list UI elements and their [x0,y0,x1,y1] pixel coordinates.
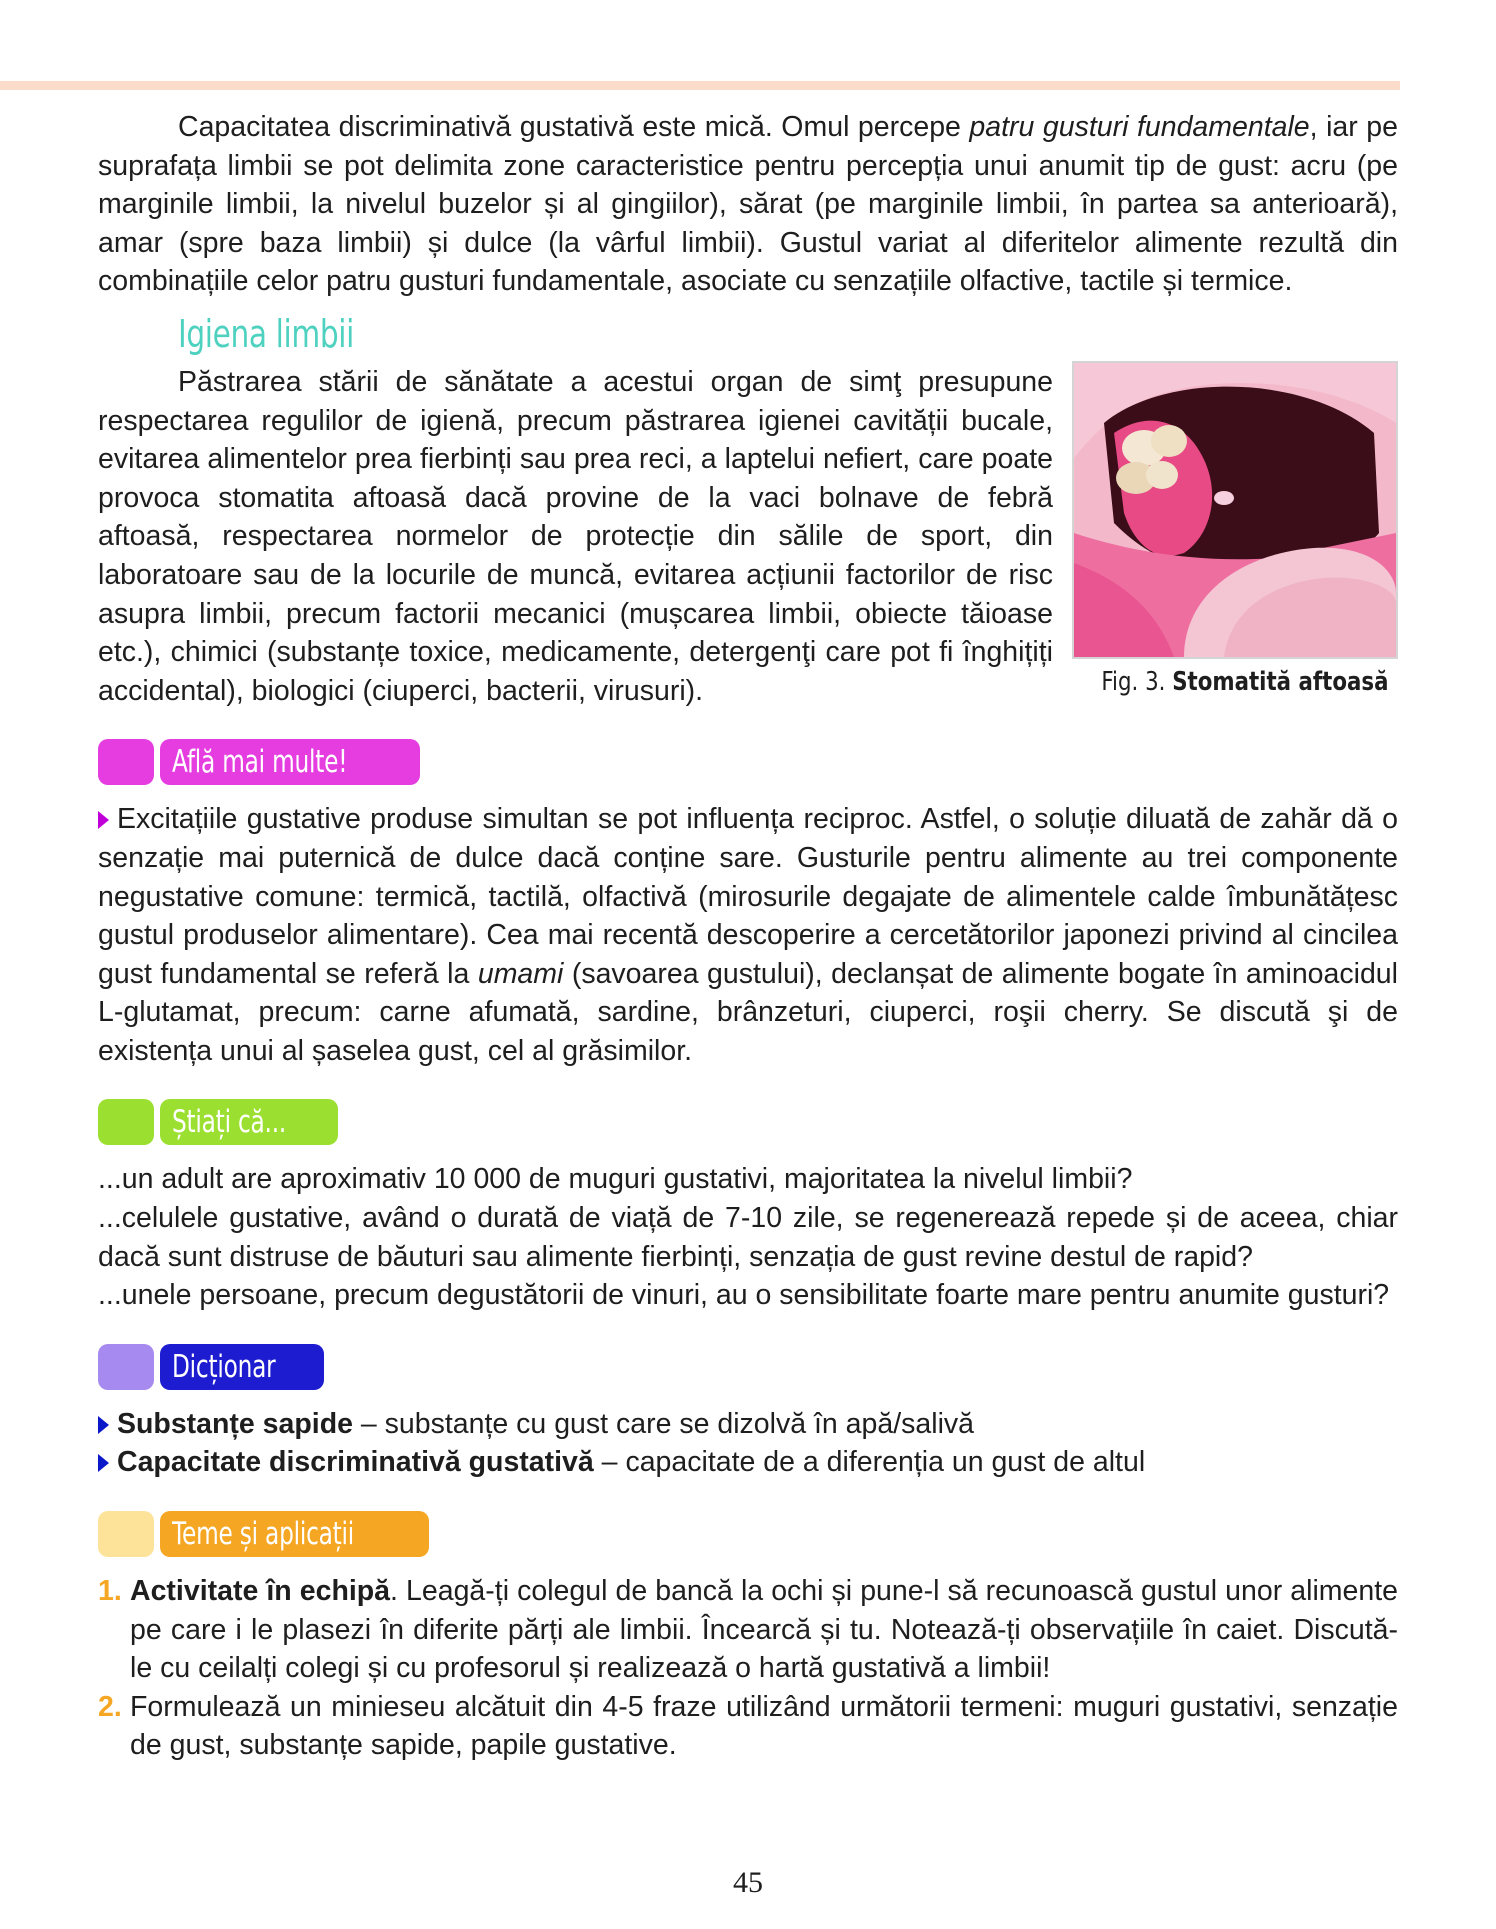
hygiene-section [98,363,1398,710]
did-you-know-square [98,1099,154,1145]
task-lead: Activitate în echipă [130,1575,391,1608]
section-heading-hygiene: Igiena limbii [178,311,354,356]
top-rule [0,81,1400,90]
did-you-know-header [98,1098,1398,1146]
did-you-know-label: Știați că... [160,1099,338,1145]
task-item: 2. Formulează un minieseu alcătuit din 4-5 fraze utilizând următorii termeni: muguri gustativi, senzație de gust, substanțe sapide, papile gustative. [98,1688,1398,1765]
dictionary-label: Dicționar [160,1344,324,1390]
learn-more-label: Află mai multe! [160,739,420,785]
tasks-header [98,1510,1398,1558]
dictionary-definition: – substanțe cu gust care se dizolvă în apă/salivă [352,1407,975,1440]
dictionary-header [98,1343,1398,1391]
emphasis-umami: umami [477,957,564,990]
task-number: 2. [98,1690,122,1723]
mouth-illustration [1074,363,1396,657]
stomatitis-photo [1072,361,1398,659]
dictionary-square [98,1344,154,1390]
figure-3 [1072,361,1398,697]
learn-more-square [98,739,154,785]
dictionary-definition: – capacitate de a diferenția un gust de altul [593,1446,1146,1479]
dictionary-entry [98,1443,1398,1482]
tasks-label: Teme și aplicații [160,1511,429,1557]
page-content [98,108,1398,1765]
task-item: 1. Activitate în echipă. Leagă-ți colegul de bancă la ochi și pune-l să recunoască gustul unor alimente pe care i le plasezi în diferite părți ale limbii. Încearcă și tu. Notează-ți observațiile în caiet. Discută-le cu ceilalți colegi și cu profesorul și realizează o hartă gustativă a limbii! [98,1572,1398,1688]
did-you-know-item: ...unele persoane, precum degustătorii de vinuri, au o sensibilitate foarte mare pentru anumite gusturi? [98,1279,1390,1312]
bullet-icon [98,811,109,829]
page-number: 45 [733,1866,763,1899]
tasks-square [98,1511,154,1557]
figure-caption: Fig. 3. Stomatită aftoasă [1101,666,1389,697]
bullet-icon [98,1454,109,1472]
did-you-know-item: ...celulele gustative, având o durată de viață de 7-10 zile, se regenerează repede și de aceea, chiar dacă sunt distruse de băuturi sau alimente fierbinți, senzația de gust revine destul de rapid? [98,1202,1398,1273]
dictionary-entry [98,1405,1398,1444]
bullet-icon [98,1416,109,1434]
emphasis-fundamental-tastes: patru gusturi fundamentale [969,111,1310,143]
dictionary-term: Capacitate discriminativă gustativă [117,1446,594,1479]
did-you-know-item: ...un adult are aproximativ 10 000 de muguri gustativi, majoritatea la nivelul limbii? [98,1163,1133,1196]
hygiene-paragraph: Păstrarea stării de sănătate a acestui organ de simţ presupune respectarea regulilor de igienă, precum păstrarea igienei cavității bucale, evitarea alimentelor prea fierbinți sau prea reci, a laptelui nefiert, care poate provoca stomatita aftoasă dacă provine de la vaci bolnave de febră aftoasă, respectarea normelor de protecție din sălile de sport, din laboratoare sau de la locurile de muncă, evitarea acțiunii factorilor de risc asupra limbii, precum factorii mecanici (mușcarea limbii, obiecte tăioase etc.), chimici (substanțe toxice, medicamente, detergenţi care pot fi înghițiți accidental), biologici (ciuperci, bacterii, virusuri). [98,365,1053,707]
learn-more-header [98,738,1398,786]
intro-paragraph: Capacitatea discriminativă gustativă este mică. Omul percepe patru gusturi fundamentale, iar pe suprafața limbii se pot delimita zone caracteristice pentru percepția unui anumit tip de gust: acru (pe marginile limbii, la nivelul buzelor și al gingiilor), sărat (pe marginile limbii, în partea sa anterioară), amar (spre baza limbii) și dulce (la vârful limbii). Gustul variat al diferitelor alimente rezultă din combinațiile celor patru gusturi fundamentale, asociate cu senzațiile olfactive, tactile și termice. [98,111,1398,298]
task-number: 1. [98,1575,122,1608]
learn-more-paragraph: Excitațiile gustative produse simultan se pot influența reciproc. Astfel, o soluție diluată de zahăr dă o senzație mai puternică de dulce dacă conține sare. Gusturile pentru alimente au trei componente negustative comune: termică, tactilă, olfactivă (mirosurile degajate de alimentele calde îmbunătățesc gustul produselor alimentare). Cea mai recentă descoperire a cercetătorilor japonezi privind al cincilea gust fundamental se referă la umami (savoarea gustului), declanșat de alimente bogate în aminoacidul L-glutamat, precum: carne afumată, sardine, brânzeturi, ciuperci, roşii cherry. Se discută şi de existența unui al șaselea gust, cel al grăsimilor. [98,803,1398,1067]
dictionary-term: Substanțe sapide [117,1407,353,1440]
